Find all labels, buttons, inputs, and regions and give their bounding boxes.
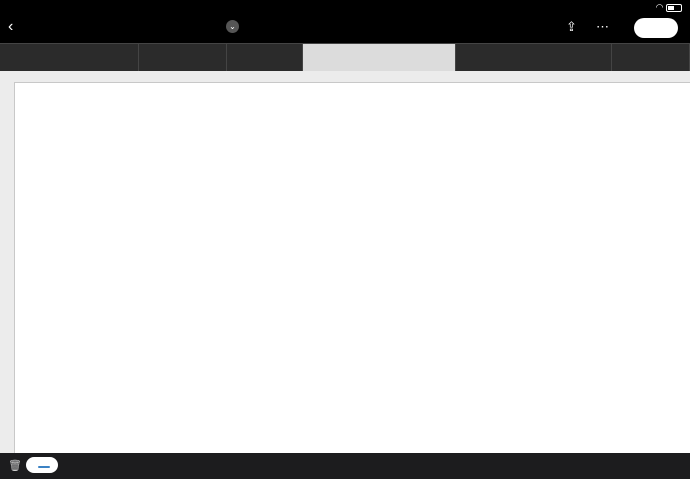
formula-bar	[0, 453, 690, 479]
tab-graphs[interactable]	[227, 44, 303, 71]
tab-hp-output[interactable]	[0, 44, 139, 71]
column-headers	[0, 71, 690, 83]
tab-rad-output[interactable]	[303, 44, 456, 71]
back-chevron-icon[interactable]: ‹	[8, 18, 14, 35]
share-icon[interactable]: ⇪	[566, 19, 577, 34]
battery-icon	[666, 4, 682, 12]
formula-field[interactable]	[26, 457, 58, 473]
tab-lwt-curve[interactable]	[612, 44, 690, 71]
wifi-icon: ◠	[655, 2, 664, 12]
trash-icon[interactable]: 🗑	[8, 460, 22, 472]
tab-heatloss[interactable]	[139, 44, 227, 71]
title-bar	[0, 14, 690, 42]
status-bar	[0, 0, 690, 14]
formula-range[interactable]	[38, 466, 50, 468]
status-right	[656, 2, 682, 13]
row-headers	[0, 82, 15, 453]
spreadsheet-grid[interactable]	[0, 71, 690, 453]
sheet-tabs	[0, 43, 690, 72]
more-icon[interactable]: ⋯	[596, 19, 609, 34]
edit-button[interactable]	[634, 18, 678, 38]
tab-hp-output-2[interactable]	[456, 44, 612, 71]
chevron-down-icon[interactable]: ⌄	[226, 20, 239, 33]
